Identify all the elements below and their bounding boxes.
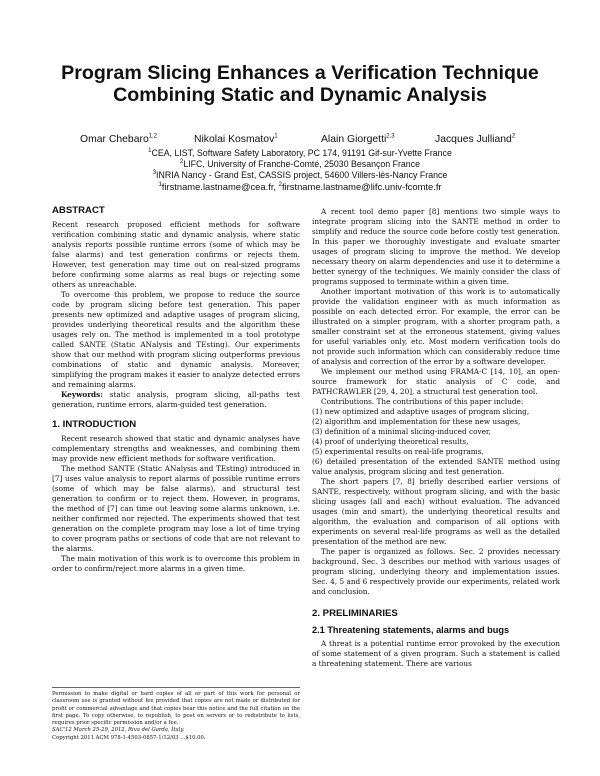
body-paragraph: A threat is a potential runtime error provoked by the execution of some statement of a given program. Such a statement is called a threatening statement. There are various bbox=[312, 639, 560, 668]
body-paragraph: Another important motivation of this work is to automatically provide the validation engineer with as much information as possible on each detected error. For example, the error can be illustrated on a simpler program, with a shorter program path, a smaller constraint set at the erroneous statement, giving values for useful variables only, etc. Most modern verification tools do not provide such information which can considerably reduce time of analysis and correction of the error by a software developer. bbox=[312, 287, 560, 366]
contribution-item: (1) new optimized and adaptive usages of program slicing, bbox=[312, 407, 530, 416]
affiliation: $^1$CEA, LIST, Software Safety Laboratory, PC 174, 91191 Gif-sur-Yvette France bbox=[148, 148, 452, 158]
contribution-item: (2) algorithm and implementation for these new usages, bbox=[312, 417, 521, 426]
author: Omar Chebaro$^{1,2}$ bbox=[80, 133, 158, 145]
affiliation: $^3$INRIA Nancy - Grand Est, CASSIS project, 54600 Villers-lès-Nancy France bbox=[152, 170, 448, 180]
contribution-item: (3) definition of a minimal slicing-induced cover, bbox=[312, 427, 491, 436]
author: Alain Giorgetti$^{2,3}$ bbox=[321, 133, 395, 145]
author-list bbox=[60, 134, 560, 148]
intro-paragraph: The method SANTE (Static ANalysis and TEsting) introduced in [7] uses value analysis to report alarms of possible runtime errors (some of which may be false alarms), and structural test generation to confirm or to reject them. However, in programs, the method of [7] can time out leaving some alarms unknown, i.e. neither confirmed nor rejected. The experiments showed that test generation on the complete program may lose a lot of time trying to cover program paths or sections of code that are not relevant to the alarms. bbox=[52, 464, 300, 553]
left-column bbox=[52, 206, 300, 574]
title-line-1: Program Slicing Enhances a Verification Technique bbox=[61, 62, 539, 84]
keywords: Keywords: static analysis, program slicing, all-paths test generation, runtime errors, alarm-guided test generation. bbox=[52, 390, 300, 409]
contribution-item: (5) experimental results on real-life programs, bbox=[312, 447, 484, 456]
abstract-heading: ABSTRACT bbox=[52, 205, 105, 216]
intro-paragraph: The main motivation of this work is to overcome this problem in order to confirm/reject more alarms in a given time. bbox=[52, 554, 300, 573]
body-paragraph: The short papers [7, 8] briefly described earlier versions of SANTE, respectively, without program slicing, and with the basic slicing usages (all and each) without evaluation. The advanced usages (min and smart), the underlying theoretical results and algorithm, the evaluation and comparison of all options with experiments on several real-life programs as well as the detailed presentation of the method are new. bbox=[312, 477, 560, 546]
paper-title bbox=[0, 62, 600, 106]
contribution-item: (4) proof of underlying theoretical results, bbox=[312, 437, 469, 446]
body-paragraph: We implement our method using FRAMA-C [14, 10], an open-source framework for static analysis of C code, and PATHCRAWLER [29, 4, 20], a structural test generation tool. bbox=[312, 367, 560, 396]
contribution-item: (6) detailed presentation of the extended SANTE method using value analysis, program slicing and test generation. bbox=[312, 457, 560, 476]
abstract-paragraph: Recent research proposed efficient methods for software verification combining static and dynamic analysis, where static analysis reports possible runtime errors (some of which may be false alarms) and test generation confirms or rejects them. However, test generation may time out on real-sized programs before confirming some alarms as real bugs or rejecting some others as unreachable. bbox=[52, 220, 300, 289]
venue: SAC'12 March 25-29, 2012, Riva del Garda, Italy. bbox=[52, 727, 185, 734]
author: Nikolai Kosmatov$^1$ bbox=[194, 133, 278, 145]
copyright: Copyright 2011 ACM 978-1-4503-0857-1/12/03 ...$10.00. bbox=[52, 734, 206, 741]
contributions-intro: Contributions. The contributions of this paper include: bbox=[321, 397, 524, 406]
section-heading: 1. INTRODUCTION bbox=[52, 419, 137, 430]
permission-notice: Permission to make digital or hard copies of all or part of this work for personal or classroom use is granted without fee provided that copies are not made or distributed for profit or commercial advantage and that copies bear this notice and the full citation on the first page. To copy otherwise, to republish, to post on servers or to redistribute to lists, requires prior specific permission and/or a fee. SAC'12 March 25-29, 2012, Riva del Garda, Italy. Copyright 2011 ACM 978-1-4503-0857-1/12/03 ...$10.00. bbox=[52, 691, 300, 741]
affiliation: $^2$LIFC, University of Franche-Comté, 25030 Besançon France bbox=[180, 159, 420, 169]
footnote-divider bbox=[52, 687, 300, 688]
title-line-2: Combining Static and Dynamic Analysis bbox=[113, 84, 487, 106]
subsection-heading: 2.1 Threatening statements, alarms and bugs bbox=[312, 625, 510, 635]
author: Jacques Julliand$^2$ bbox=[435, 133, 516, 145]
section-heading: 2. PRELIMINARIES bbox=[312, 608, 398, 619]
right-column bbox=[312, 207, 560, 669]
abstract-paragraph: To overcome this problem, we propose to reduce the source code by program slicing before test generation. This paper presents new optimized and adaptive usages of program slicing, provides underlying theoretical results and the algorithm these usages rely on. The method is implemented in a tool prototype called SANTE (Static ANalysis and TEsting). Our experiments show that our method with program slicing outperforms previous combinations of static and dynamic analysis. Moreover, simplifying the program makes it easier to analyze detected errors and remaining alarms. bbox=[52, 290, 300, 389]
body-paragraph: A recent tool demo paper [8] mentions two simple ways to integrate program slicing into the SANTE method in order to simplify and reduce the source code before costly test generation. In this paper we thoroughly investigate and evaluate smarter usages of program slicing to improve the method. We develop necessary theory on alarm dependencies and use it to determine a better synergy of the techniques. We mainly consider the class of programs supposed to terminate within a given time. bbox=[312, 207, 560, 286]
body-paragraph: The paper is organized as follows. Sec. 2 provides necessary background. Sec. 3 describes our method with various usages of program slicing, underlying theory and implementation issues. Sec. 4, 5 and 6 respectively provide our experiments, related work and conclusion. bbox=[312, 547, 560, 596]
intro-paragraph: Recent research showed that static and dynamic analyses have complementary strengths and weaknesses, and combining them may provide new efficient methods for software verification. bbox=[52, 434, 300, 463]
author-emails: $^1$firstname.lastname@cea.fr, $^2$firstname.lastname@lifc.univ-fcomte.fr bbox=[158, 181, 442, 192]
